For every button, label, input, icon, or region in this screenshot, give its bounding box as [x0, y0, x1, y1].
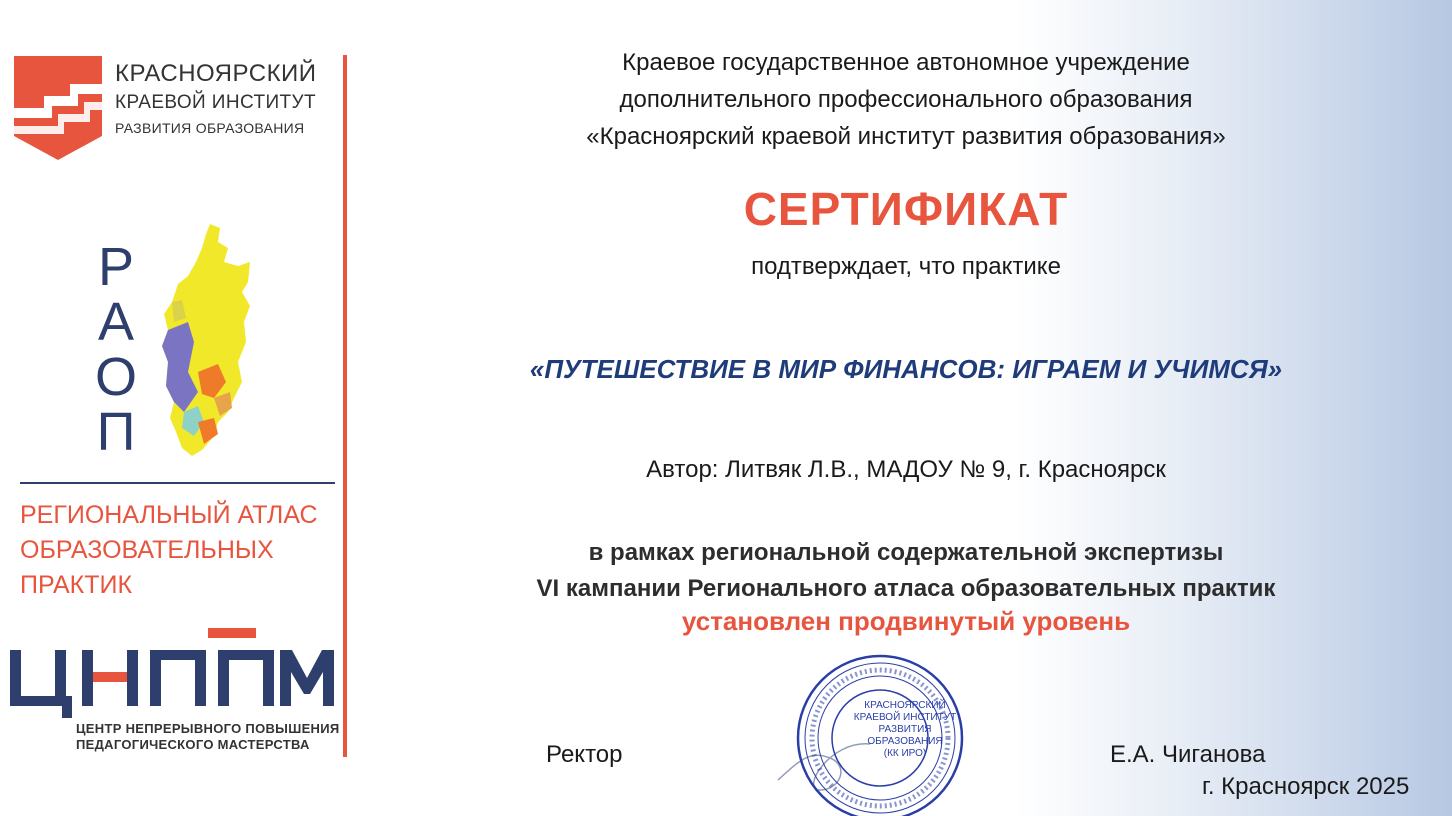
cnppm-subtitle — [76, 721, 340, 753]
region-map-icon — [158, 222, 268, 458]
raop-letter-a: А — [97, 292, 135, 352]
raop-letter-p: П — [96, 402, 136, 462]
stamp-text-line5: (КК ИРО) — [883, 748, 927, 759]
stamp-text-line1: КРАСНОЯРСКИЙ — [864, 700, 946, 711]
level-text: установлен продвинутый уровень — [681, 606, 1131, 636]
kkipro-logo — [14, 56, 344, 162]
framework-line1: в рамках региональной содержательной экспертизы — [588, 539, 1224, 566]
rector-label: Ректор — [546, 741, 623, 768]
signer-name: Е.А. Чиганова — [1110, 741, 1266, 768]
organization-name — [360, 44, 1452, 155]
organization-line2: дополнительного профессионального образования — [619, 86, 1193, 113]
framework-line2: VI кампании Регионального атласа образовательных практик — [536, 575, 1276, 602]
practice-name: «ПУТЕШЕСТВИЕ В МИР ФИНАНСОВ: ИГРАЕМ И УЧИМСЯ» — [529, 354, 1283, 384]
organization-line3: «Красноярский краевой институт развития образования» — [586, 123, 1226, 150]
kkipro-emblem-icon — [14, 56, 104, 160]
kkipro-logo-line1: КРАСНОЯРСКИЙ — [115, 60, 317, 87]
kkipro-logo-line3: РАЗВИТИЯ ОБРАЗОВАНИЯ — [115, 120, 305, 136]
stamp-text — [850, 700, 960, 760]
atlas-title — [20, 498, 340, 603]
raop-letter-o: О — [94, 347, 137, 407]
cnppm-subtitle-line1: ЦЕНТР НЕПРЕРЫВНОГО ПОВЫШЕНИЯ — [76, 721, 340, 736]
framework-text — [360, 535, 1452, 607]
raop-letter-r: Р — [97, 237, 135, 297]
kkipro-logo-line2: КРАЕВОЙ ИНСТИТУТ — [115, 92, 316, 113]
stamp-text-line3: РАЗВИТИЯ — [878, 724, 932, 735]
certificate-title: СЕРТИФИКАТ — [743, 183, 1069, 235]
cnppm-subtitle-line2: ПЕДАГОГИЧЕСКОГО МАСТЕРСТВА — [76, 737, 310, 752]
atlas-title-line1: РЕГИОНАЛЬНЫЙ АТЛАС — [20, 501, 318, 529]
stamp-text-line2: КРАЕВОЙ ИНСТИТУТ — [853, 712, 957, 723]
cnppm-logo — [10, 628, 335, 720]
confirms-text: подтверждает, что практике — [751, 253, 1061, 280]
city-year: г. Красноярск 2025 — [1202, 773, 1410, 800]
organization-line1: Краевое государственное автономное учреждение — [622, 49, 1190, 76]
atlas-divider — [20, 482, 335, 484]
author-line: Автор: Литвяк Л.В., МАДОУ № 9, г. Красноярск — [646, 456, 1166, 483]
vertical-divider — [343, 55, 347, 757]
atlas-title-line2: ОБРАЗОВАТЕЛЬНЫХ — [20, 536, 274, 564]
stamp-text-line4: ОБРАЗОВАНИЯ — [867, 736, 943, 747]
atlas-title-line3: ПРАКТИК — [20, 571, 133, 599]
